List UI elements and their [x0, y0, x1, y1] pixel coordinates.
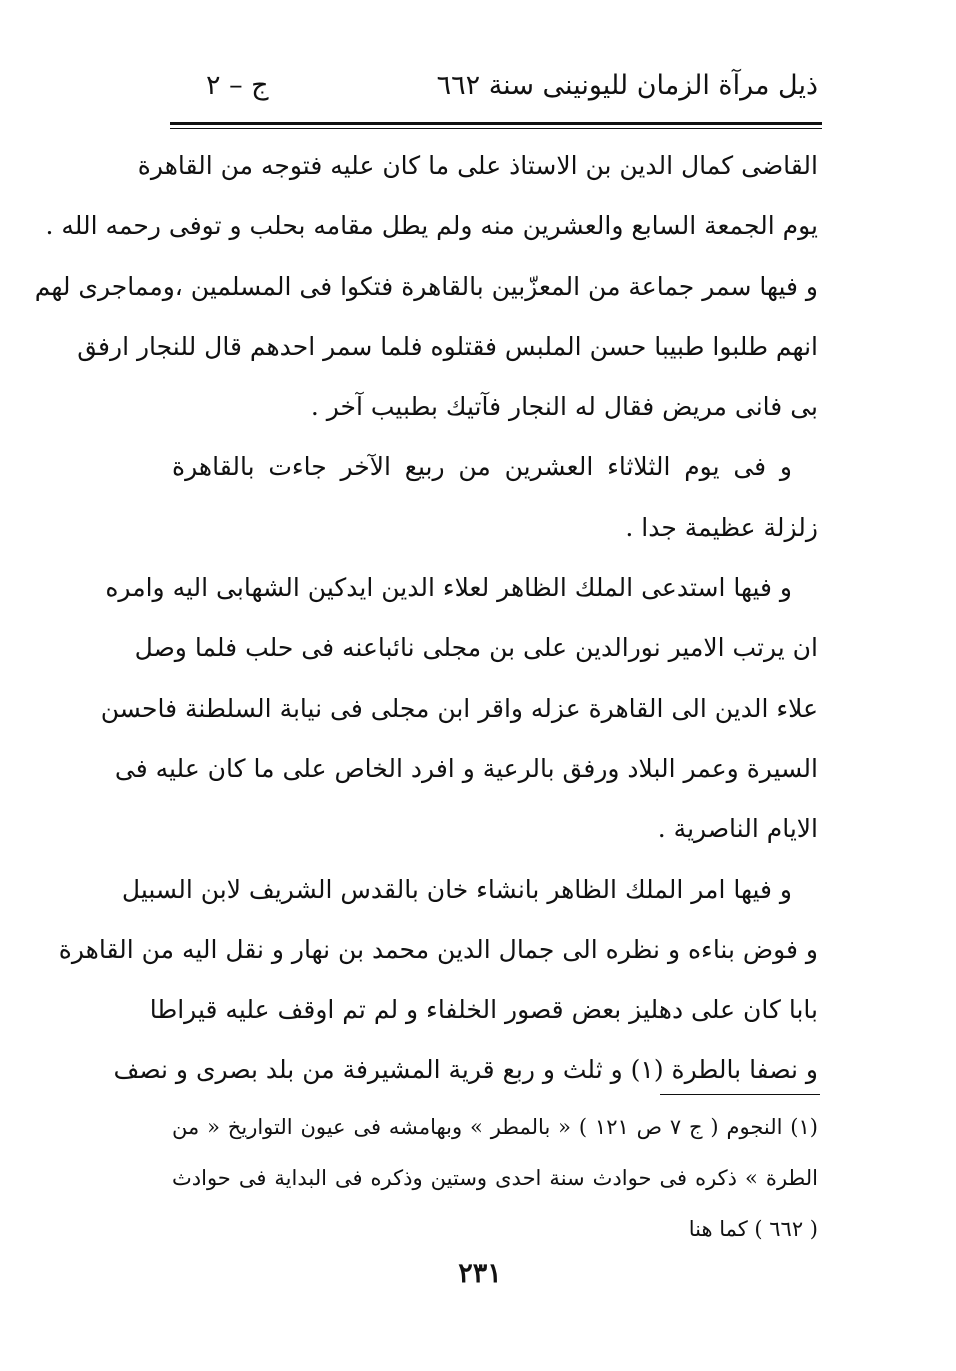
text-line: يوم الجمعة السابع والعشرين منه ولم يطل مقامه بحلب و توفى رحمه الله . — [45, 211, 818, 241]
text-line: زلزلة عظيمة جدا . — [625, 512, 818, 542]
text-line: و فوض بناءه و نظره الى جمال الدين محمد بن نهار و نقل اليه من القاهرة — [58, 934, 818, 964]
text-line: السيرة وعمر البلاد ورفق بالرعية و افرد الخاص على ما كان عليه فى — [114, 753, 818, 783]
text-line: ان يرتب الامير نورالدين على بن مجلى نائباعنه فى حلب فلما وصل — [134, 633, 818, 663]
text-line: و نصفا بالطرة (١) و ثلث و ربع قرية المشيرفة من بلد بصرى و نصف — [113, 1055, 818, 1085]
footnote-line: ( ٦٦٢ ) كما هنا — [688, 1217, 818, 1241]
running-header — [170, 68, 818, 116]
text-line: و فيها امر الملك الظاهر بانشاء خان بالقدس الشريف لابن السبيل — [121, 874, 792, 904]
text-line: و فيها سمر جماعة من المعزّبين بالقاهرة فتكوا فى المسلمين ،ومماجرى لهم — [34, 271, 818, 301]
footnote-line: (١) النجوم ( ج ٧ ص ١٢١ ) « بالمطر » وبهامشه فى عيون التواريخ « من — [172, 1115, 818, 1139]
text-line: القاضى كمال الدين بن الاستاذ على ما كان عليه فتوجه من القاهرة — [137, 151, 818, 180]
header-rule-thin — [170, 128, 822, 129]
text-line: و فيها استدعى الملك الظاهر لعلاء الدين ايدكين الشهابى اليه وامره — [105, 573, 792, 603]
header-title: ذيل مرآة الزمان لليونينى سنة ٦٦٢ — [436, 70, 818, 101]
text-line: علاء الدين الى القاهرة عزله واقر ابن مجلى فى نيابة السلطنة فاحسن — [100, 693, 818, 723]
page-number: ٢٣١ — [458, 1258, 502, 1289]
text-line: و فى يوم الثلاثاء العشرين من ربيع الآخر جاءت بالقاهرة — [172, 452, 792, 482]
header-volume: ج – ٢ — [206, 70, 269, 101]
main-text — [34, 136, 818, 1101]
text-line: بابا كان على دهليز بعض قصور الخلفاء و لم تم اوقف عليه قيراطا — [149, 995, 818, 1025]
header-rule-thick — [170, 122, 822, 125]
text-line: الايام الناصرية . — [657, 814, 818, 844]
footnotes — [172, 1102, 818, 1255]
text-line: بى فانى مريض فقال له النجار فآتيك بطبيب آخر . — [310, 392, 818, 422]
text-line: انهم طلبوا طبيبا حسن الملبس فقتلوه فلما سمر احدهم قال للنجار ارفق — [77, 331, 818, 361]
footnote-line: الطرة » ذكره فى حوادث سنة احدى وستين وذكره فى البداية فى حوادث — [172, 1166, 818, 1190]
footnote-rule — [660, 1094, 820, 1095]
